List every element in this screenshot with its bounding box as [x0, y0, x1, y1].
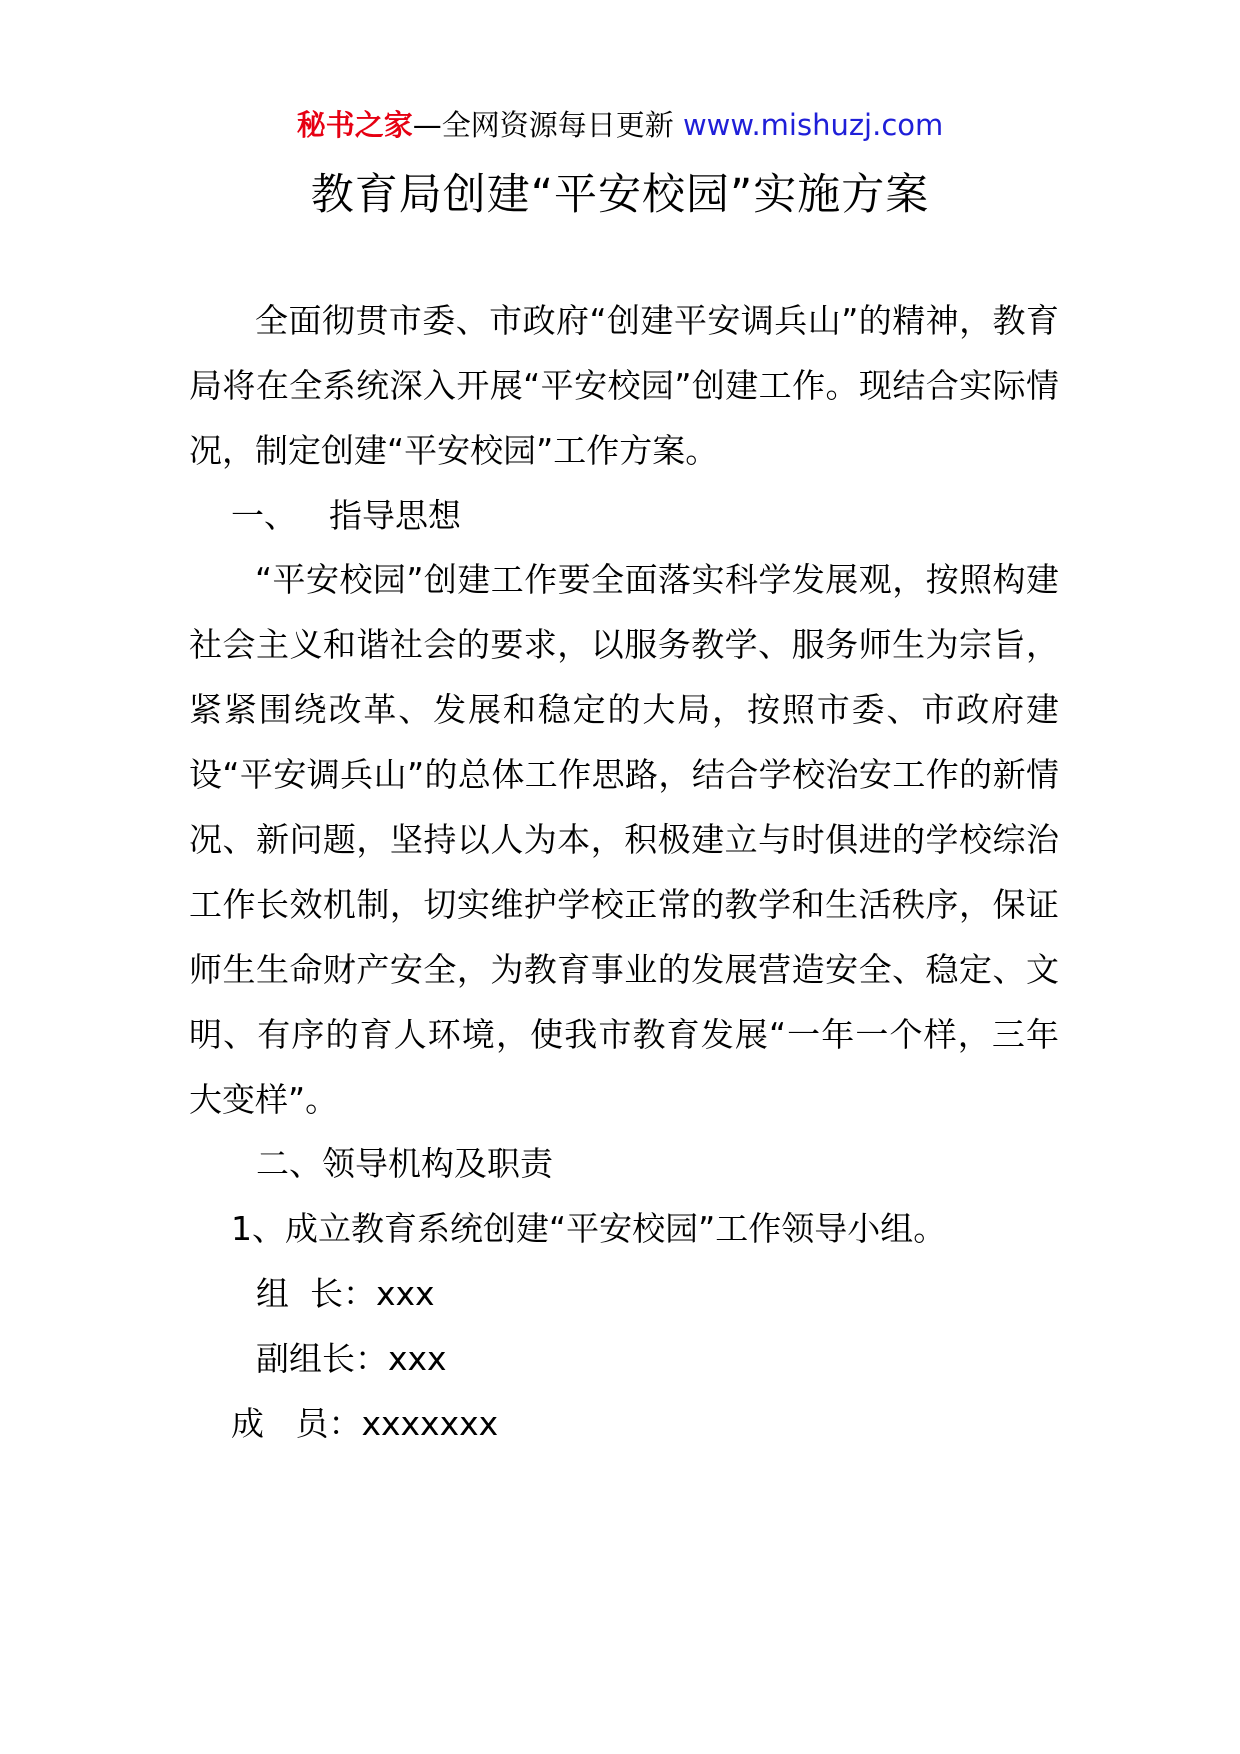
site-url-link[interactable]: www.mishuzj.com [682, 108, 944, 142]
section-number-1: 一、 [231, 496, 297, 535]
guiding-ideology-paragraph: “平安校园”创建工作要全面落实科学发展观，按照构建社会主义和谐社会的要求，以服务教学、服务师生为宗旨，紧紧围绕改革、发展和稳定的大局，按照市委、市政府建设“平安调兵山”的总体工作思路，结合学校治安工作的新情况、新问题，坚持以人为本，积极建立与时俱进的学校综治工作长效机制，切实维护学校正常的教学和生活秩序，保证师生生命财产安全，为教育事业的发展营造安全、稳定、文明、有序的育人环境，使我市教育发展“一年一个样，三年大变样”。 [189, 560, 1059, 1119]
brand-name: 秘书之家 [296, 108, 413, 142]
member-line-members: 成 员：xxxxxxx [231, 1404, 499, 1443]
section-heading-2: 二、领导机构及职责 [256, 1144, 553, 1183]
site-header [0, 100, 1240, 150]
document-title: 教育局创建“平安校园”实施方案 [310, 170, 930, 220]
header-tagline: —全网资源每日更新 [412, 108, 674, 142]
section-title-1: 指导思想 [329, 496, 461, 535]
member-line-deputy: 副组长：xxx [256, 1339, 447, 1378]
member-line-leader: 组 长：xxx [256, 1274, 435, 1313]
intro-paragraph: 全面彻贯市委、市政府“创建平安调兵山”的精神，教育局将在全系统深入开展“平安校园”创建工作。现结合实际情况，制定创建“平安校园”工作方案。 [189, 301, 1059, 470]
list-item: 1、成立教育系统创建“平安校园”工作领导小组。 [231, 1209, 947, 1248]
section-heading-1 [231, 483, 461, 548]
